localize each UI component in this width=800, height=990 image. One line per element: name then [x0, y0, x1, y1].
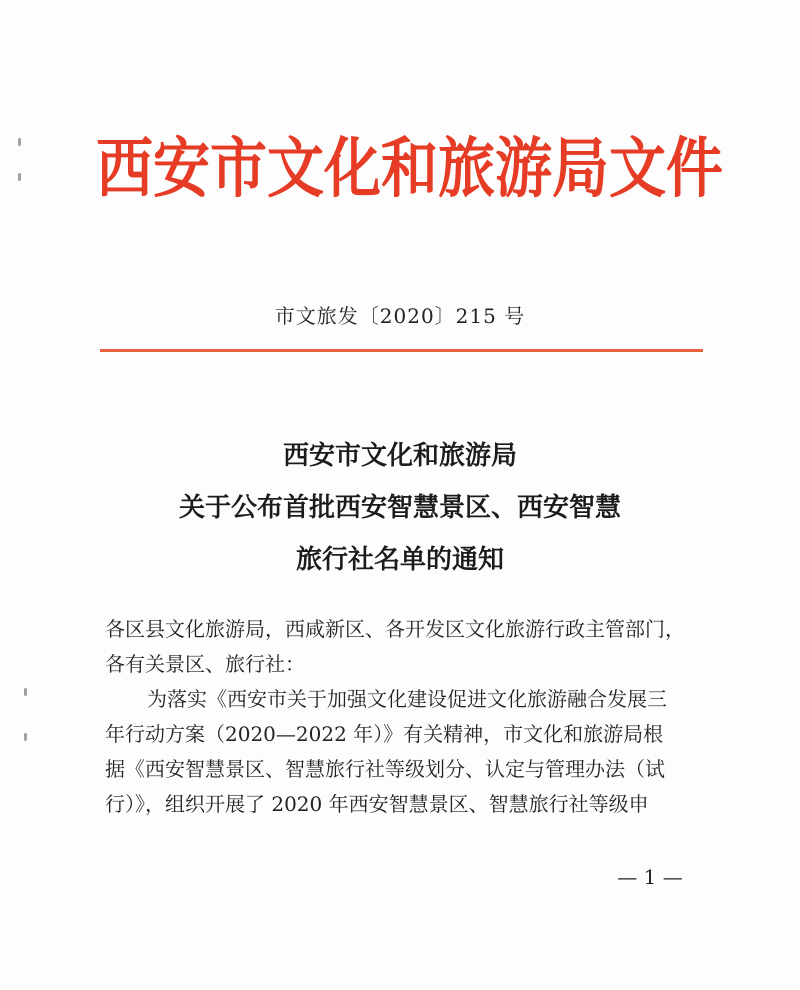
title-line-1: 西安市文化和旅游局 [282, 441, 517, 471]
red-separator-line [100, 349, 703, 352]
scan-mark-1 [18, 138, 21, 146]
title-line-3: 旅行社名单的通知 [295, 545, 504, 575]
notice-title [120, 430, 680, 586]
document-number: 市文旅发〔2020〕215 号 [274, 304, 526, 328]
body-line-1: 各区县文化旅游局，西咸新区、各开发区文化旅游行政主管部门， [105, 617, 685, 641]
scan-mark-3 [24, 688, 27, 696]
document-header: 西安市文化和旅游局文件 [96, 130, 723, 207]
scan-mark-2 [18, 173, 21, 181]
body-line-2: 各有关景区、旅行社： [105, 652, 305, 676]
body-line-4: 年行动方案（2020—2022 年）》有关精神，市文化和旅游局根 [105, 722, 664, 746]
body-line-5: 据《西安智慧景区、智慧旅行社等级划分、认定与管理办法（试 [105, 757, 665, 781]
scan-mark-4 [24, 733, 27, 741]
body-line-6: 行）》，组织开展了 2020 年西安智慧景区、智慧旅行社等级申 [105, 792, 649, 816]
page-number: — 1 — [617, 865, 683, 889]
body-line-3: 为落实《西安市关于加强文化建设促进文化旅游融合发展三 [147, 687, 667, 711]
title-line-2: 关于公布首批西安智慧景区、西安智慧 [178, 493, 621, 523]
notice-body [105, 612, 705, 822]
